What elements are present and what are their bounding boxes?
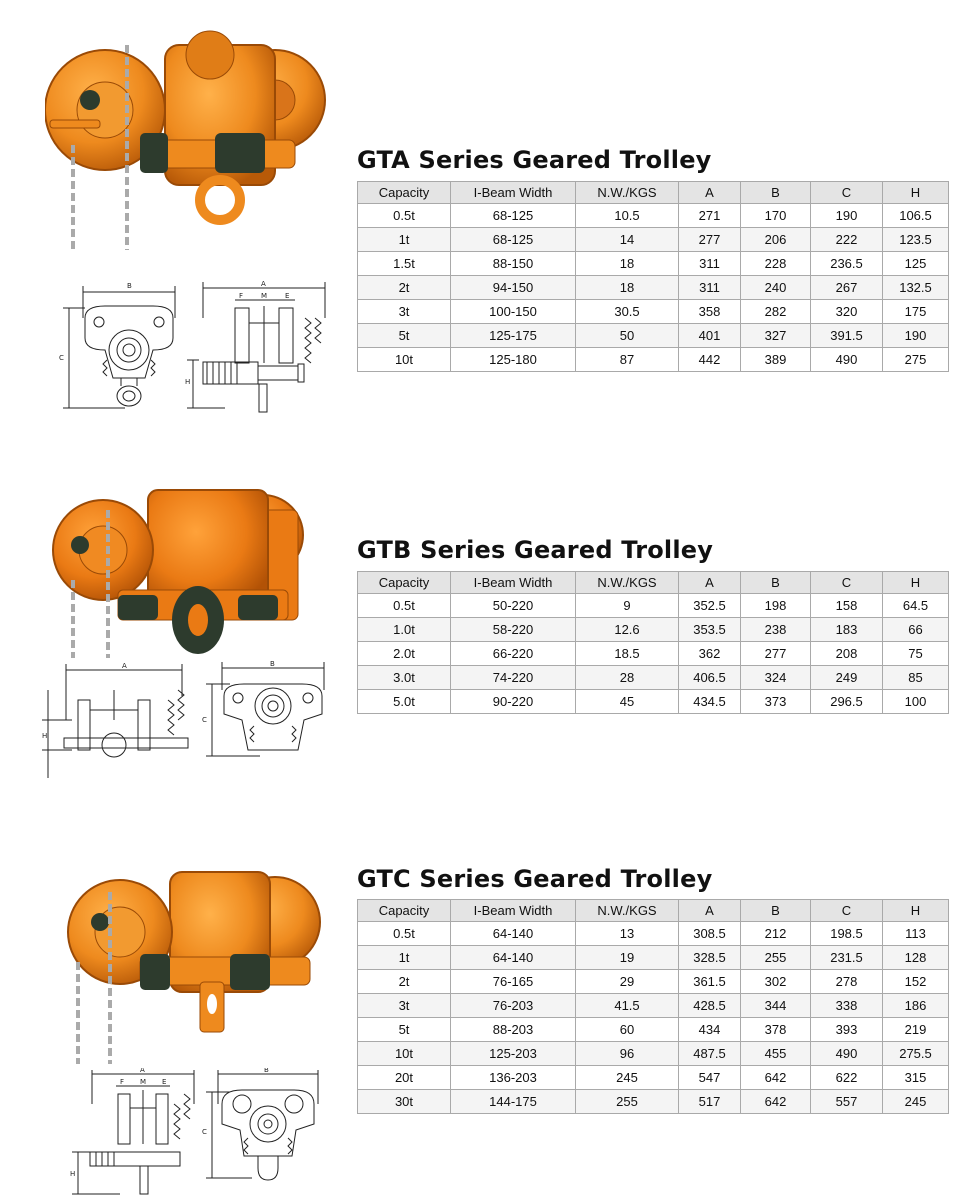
table-cell: 328.5 [679,946,741,970]
table-row [358,324,949,348]
column-header: H [883,182,949,204]
column-header: H [883,572,949,594]
table-cell: 302 [741,970,811,994]
table-cell: 275 [883,348,949,372]
gta-title: GTA Series Geared Trolley [357,146,712,174]
table-cell: 642 [741,1066,811,1090]
column-header: C [811,182,883,204]
column-header: B [741,182,811,204]
gtb-front-drawing [200,660,335,770]
gtc-side-drawing [70,1068,200,1196]
table-cell: 64.5 [883,594,949,618]
table-cell: 557 [811,1090,883,1114]
gtc-side-dim-m: M [140,1078,147,1086]
table-cell: 18 [576,276,679,300]
table-cell: 255 [576,1090,679,1114]
table-cell: 249 [811,666,883,690]
table-row [358,228,949,252]
table-cell: 29 [576,970,679,994]
table-cell: 240 [741,276,811,300]
column-header: Capacity [358,572,451,594]
column-header: I-Beam Width [451,182,576,204]
table-row [358,994,949,1018]
table-header-row [358,900,949,922]
table-cell: 183 [811,618,883,642]
table-cell: 106.5 [883,204,949,228]
table-row [358,300,949,324]
table-cell: 74-220 [451,666,576,690]
gtb-spec-table [357,571,949,714]
table-cell: 5.0t [358,690,451,714]
table-cell: 175 [883,300,949,324]
table-cell: 642 [741,1090,811,1114]
column-header: H [883,900,949,922]
table-cell: 123.5 [883,228,949,252]
gta-side-drawing [185,278,330,413]
table-cell: 85 [883,666,949,690]
table-cell: 1.0t [358,618,451,642]
gta-front-dim-b: B [127,282,132,290]
column-header: I-Beam Width [451,572,576,594]
table-cell: 311 [679,276,741,300]
table-cell: 66-220 [451,642,576,666]
gtb-side-dim-a: A [122,662,127,670]
gta-section [0,0,980,420]
table-cell: 315 [883,1066,949,1090]
table-cell: 28 [576,666,679,690]
table-cell: 100-150 [451,300,576,324]
table-cell: 45 [576,690,679,714]
table-cell: 50-220 [451,594,576,618]
table-cell: 5t [358,1018,451,1042]
column-header: A [679,572,741,594]
table-cell: 113 [883,922,949,946]
table-cell: 125-175 [451,324,576,348]
table-cell: 128 [883,946,949,970]
table-cell: 90-220 [451,690,576,714]
table-cell: 353.5 [679,618,741,642]
table-cell: 198.5 [811,922,883,946]
gtc-trolley-photo [60,852,325,1067]
table-cell: 236.5 [811,252,883,276]
gtc-side-dim-f: F [120,1078,125,1086]
gta-front-drawing [55,278,185,413]
table-cell: 373 [741,690,811,714]
table-cell: 219 [883,1018,949,1042]
table-cell: 94-150 [451,276,576,300]
table-row [358,690,949,714]
table-cell: 1.5t [358,252,451,276]
column-header: A [679,900,741,922]
table-cell: 76-165 [451,970,576,994]
table-cell: 170 [741,204,811,228]
table-cell: 88-203 [451,1018,576,1042]
table-cell: 76-203 [451,994,576,1018]
table-cell: 190 [883,324,949,348]
table-cell: 10t [358,1042,451,1066]
table-row [358,594,949,618]
table-cell: 622 [811,1066,883,1090]
gtc-front-drawing [202,1068,327,1196]
table-row [358,276,949,300]
gtb-title: GTB Series Geared Trolley [357,536,714,564]
table-cell: 1t [358,228,451,252]
table-cell: 3.0t [358,666,451,690]
gtc-side-dim-h: H [70,1170,76,1178]
table-cell: 327 [741,324,811,348]
table-cell: 96 [576,1042,679,1066]
gta-spec-table [357,181,949,372]
table-cell: 517 [679,1090,741,1114]
table-cell: 401 [679,324,741,348]
table-cell: 344 [741,994,811,1018]
table-cell: 245 [576,1066,679,1090]
table-cell: 3t [358,300,451,324]
table-cell: 442 [679,348,741,372]
table-cell: 231.5 [811,946,883,970]
table-cell: 361.5 [679,970,741,994]
table-cell: 352.5 [679,594,741,618]
table-cell: 245 [883,1090,949,1114]
table-cell: 277 [741,642,811,666]
gta-trolley-photo [45,25,335,255]
table-cell: 1t [358,946,451,970]
column-header: Capacity [358,900,451,922]
table-cell: 0.5t [358,204,451,228]
table-cell: 490 [811,348,883,372]
table-cell: 41.5 [576,994,679,1018]
table-cell: 271 [679,204,741,228]
table-cell: 391.5 [811,324,883,348]
table-row [358,922,949,946]
table-cell: 320 [811,300,883,324]
table-cell: 0.5t [358,594,451,618]
table-cell: 311 [679,252,741,276]
table-cell: 152 [883,970,949,994]
column-header: N.W./KGS [576,182,679,204]
table-cell: 14 [576,228,679,252]
table-cell: 406.5 [679,666,741,690]
gtb-trolley-photo [48,480,308,660]
table-cell: 434.5 [679,690,741,714]
table-cell: 125-180 [451,348,576,372]
table-cell: 228 [741,252,811,276]
table-cell: 30t [358,1090,451,1114]
gtc-side-dim-e: E [162,1078,167,1086]
gtb-front-dim-b: B [270,660,275,668]
table-header-row [358,572,949,594]
table-cell: 267 [811,276,883,300]
table-cell: 136-203 [451,1066,576,1090]
table-cell: 30.5 [576,300,679,324]
table-cell: 222 [811,228,883,252]
table-row [358,252,949,276]
table-cell: 238 [741,618,811,642]
table-cell: 132.5 [883,276,949,300]
column-header: N.W./KGS [576,900,679,922]
table-cell: 278 [811,970,883,994]
table-row [358,970,949,994]
table-cell: 20t [358,1066,451,1090]
table-cell: 87 [576,348,679,372]
gtb-side-dim-h: H [42,732,48,740]
column-header: B [741,900,811,922]
table-cell: 88-150 [451,252,576,276]
gtc-side-dim-a: A [140,1068,145,1074]
table-cell: 68-125 [451,204,576,228]
table-cell: 275.5 [883,1042,949,1066]
table-cell: 9 [576,594,679,618]
gtc-spec-table [357,899,949,1114]
gtb-side-drawing [42,660,192,780]
table-cell: 2.0t [358,642,451,666]
table-cell: 3t [358,994,451,1018]
table-cell: 190 [811,204,883,228]
table-cell: 358 [679,300,741,324]
table-cell: 10t [358,348,451,372]
table-cell: 186 [883,994,949,1018]
table-row [358,946,949,970]
table-cell: 455 [741,1042,811,1066]
table-cell: 100 [883,690,949,714]
table-cell: 19 [576,946,679,970]
table-cell: 2t [358,970,451,994]
table-cell: 362 [679,642,741,666]
table-header-row [358,182,949,204]
table-cell: 212 [741,922,811,946]
table-cell: 125 [883,252,949,276]
table-cell: 64-140 [451,946,576,970]
table-cell: 277 [679,228,741,252]
table-cell: 338 [811,994,883,1018]
table-cell: 428.5 [679,994,741,1018]
table-cell: 50 [576,324,679,348]
table-cell: 490 [811,1042,883,1066]
table-row [358,204,949,228]
table-cell: 2t [358,276,451,300]
table-row [358,1042,949,1066]
table-cell: 5t [358,324,451,348]
table-cell: 18 [576,252,679,276]
table-cell: 66 [883,618,949,642]
table-cell: 64-140 [451,922,576,946]
gtb-section [0,460,980,800]
table-cell: 60 [576,1018,679,1042]
table-row [358,618,949,642]
column-header: N.W./KGS [576,572,679,594]
table-row [358,666,949,690]
gta-side-dim-e: E [285,292,290,300]
table-cell: 255 [741,946,811,970]
column-header: Capacity [358,182,451,204]
table-cell: 378 [741,1018,811,1042]
gtc-title: GTC Series Geared Trolley [357,865,713,893]
gtb-front-dim-c: C [202,716,207,724]
gta-side-dim-f: F [239,292,244,300]
table-cell: 58-220 [451,618,576,642]
column-header: C [811,572,883,594]
table-cell: 68-125 [451,228,576,252]
table-cell: 308.5 [679,922,741,946]
table-row [358,1066,949,1090]
table-cell: 75 [883,642,949,666]
gta-side-dim-m: M [261,292,268,300]
table-cell: 0.5t [358,922,451,946]
table-cell: 389 [741,348,811,372]
gtc-front-dim-c: C [202,1128,207,1136]
gta-side-dim-h: H [185,378,191,386]
table-cell: 198 [741,594,811,618]
column-header: B [741,572,811,594]
column-header: C [811,900,883,922]
table-row [358,348,949,372]
column-header: A [679,182,741,204]
table-cell: 206 [741,228,811,252]
table-cell: 324 [741,666,811,690]
gtc-front-dim-b: B [264,1068,269,1074]
table-row [358,1018,949,1042]
table-cell: 158 [811,594,883,618]
table-cell: 10.5 [576,204,679,228]
table-row [358,642,949,666]
table-cell: 547 [679,1066,741,1090]
table-cell: 282 [741,300,811,324]
table-cell: 487.5 [679,1042,741,1066]
gtc-section [0,840,980,1197]
table-cell: 296.5 [811,690,883,714]
table-cell: 18.5 [576,642,679,666]
table-cell: 393 [811,1018,883,1042]
table-cell: 208 [811,642,883,666]
table-cell: 434 [679,1018,741,1042]
column-header: I-Beam Width [451,900,576,922]
gta-side-dim-a: A [261,280,266,288]
table-cell: 12.6 [576,618,679,642]
table-cell: 144-175 [451,1090,576,1114]
table-cell: 125-203 [451,1042,576,1066]
table-cell: 13 [576,922,679,946]
gta-front-dim-c: C [59,354,64,362]
table-row [358,1090,949,1114]
